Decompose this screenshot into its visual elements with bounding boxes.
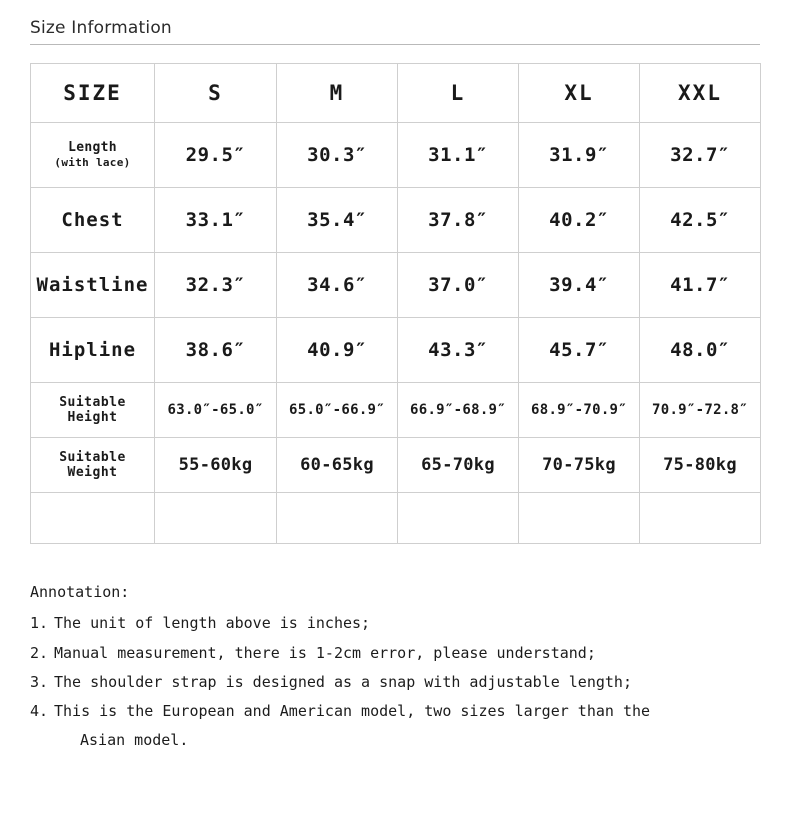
row-label-waistline: Waistline (31, 253, 155, 318)
column-header-size: SIZE (31, 64, 155, 123)
cell-hipline-xxl: 48.0″ (640, 318, 761, 383)
cell-hipline-xl: 45.7″ (519, 318, 640, 383)
annotation-item-number: 2. (30, 643, 49, 662)
cell-chest-l: 37.8″ (398, 188, 519, 253)
column-header-m: M (277, 64, 398, 123)
annotation-item (30, 697, 760, 726)
column-header-xl: XL (519, 64, 640, 123)
row-label-length (31, 123, 155, 188)
annotation-item-text: This is the European and American model, two sizes larger than the (54, 702, 651, 720)
cell-height-l: 66.9″-68.9″ (398, 383, 519, 438)
cell-weight-l: 65-70kg (398, 438, 519, 493)
annotation-item-text: Manual measurement, there is 1-2cm error, please understand; (54, 643, 596, 662)
row-label-length-main: Length (68, 139, 117, 155)
cell-height-xxl: 70.9″-72.8″ (640, 383, 761, 438)
column-header-xxl: XXL (640, 64, 761, 123)
cell-empty-4 (519, 493, 640, 544)
title-divider (30, 44, 760, 45)
cell-length-m: 30.3″ (277, 123, 398, 188)
row-label-suitable-weight: Suitable Weight (31, 438, 155, 493)
table-row (31, 438, 761, 493)
cell-hipline-s: 38.6″ (155, 318, 277, 383)
column-header-s: S (155, 64, 277, 123)
cell-waistline-xl: 39.4″ (519, 253, 640, 318)
table-row-empty (31, 493, 761, 544)
annotation-item-number: 3. (30, 672, 49, 691)
cell-chest-s: 33.1″ (155, 188, 277, 253)
annotation-section (30, 578, 760, 756)
cell-length-xxl: 32.7″ (640, 123, 761, 188)
table-row (31, 253, 761, 318)
cell-waistline-s: 32.3″ (155, 253, 277, 318)
table-header-row (31, 64, 761, 123)
annotation-title: Annotation: (30, 583, 130, 601)
annotation-item (30, 639, 760, 668)
annotation-item-number: 4. (30, 702, 49, 720)
cell-waistline-m: 34.6″ (277, 253, 398, 318)
page-title: Size Information (30, 18, 172, 38)
cell-weight-m: 60-65kg (277, 438, 398, 493)
cell-weight-s: 55-60kg (155, 438, 277, 493)
cell-chest-xxl: 42.5″ (640, 188, 761, 253)
annotation-item-continuation: Asian model. (80, 731, 189, 750)
cell-empty-1 (155, 493, 277, 544)
cell-height-xl: 68.9″-70.9″ (519, 383, 640, 438)
row-label-chest: Chest (31, 188, 155, 253)
cell-hipline-m: 40.9″ (277, 318, 398, 383)
annotation-item-number: 1. (30, 614, 49, 633)
size-table (30, 63, 761, 544)
annotation-item-text: The shoulder strap is designed as a snap with adjustable length; (54, 672, 632, 691)
cell-waistline-xxl: 41.7″ (640, 253, 761, 318)
page-header (0, 0, 790, 44)
cell-height-m: 65.0″-66.9″ (277, 383, 398, 438)
table-row (31, 123, 761, 188)
annotation-item (30, 609, 760, 638)
column-header-l: L (398, 64, 519, 123)
cell-weight-xxl: 75-80kg (640, 438, 761, 493)
cell-empty-2 (277, 493, 398, 544)
cell-weight-xl: 70-75kg (519, 438, 640, 493)
cell-waistline-l: 37.0″ (398, 253, 519, 318)
table-row (31, 188, 761, 253)
cell-height-s: 63.0″-65.0″ (155, 383, 277, 438)
cell-length-s: 29.5″ (155, 123, 277, 188)
row-label-hipline: Hipline (31, 318, 155, 383)
table-row (31, 318, 761, 383)
cell-length-l: 31.1″ (398, 123, 519, 188)
row-label-length-sub: (with lace) (54, 156, 131, 170)
cell-empty-5 (640, 493, 761, 544)
annotation-item (30, 668, 760, 697)
cell-length-xl: 31.9″ (519, 123, 640, 188)
annotation-item-text: The unit of length above is inches; (54, 614, 371, 633)
cell-chest-xl: 40.2″ (519, 188, 640, 253)
cell-empty-0 (31, 493, 155, 544)
row-label-suitable-height: Suitable Height (31, 383, 155, 438)
size-table-container (30, 63, 760, 544)
cell-hipline-l: 43.3″ (398, 318, 519, 383)
cell-chest-m: 35.4″ (277, 188, 398, 253)
cell-empty-3 (398, 493, 519, 544)
table-row (31, 383, 761, 438)
